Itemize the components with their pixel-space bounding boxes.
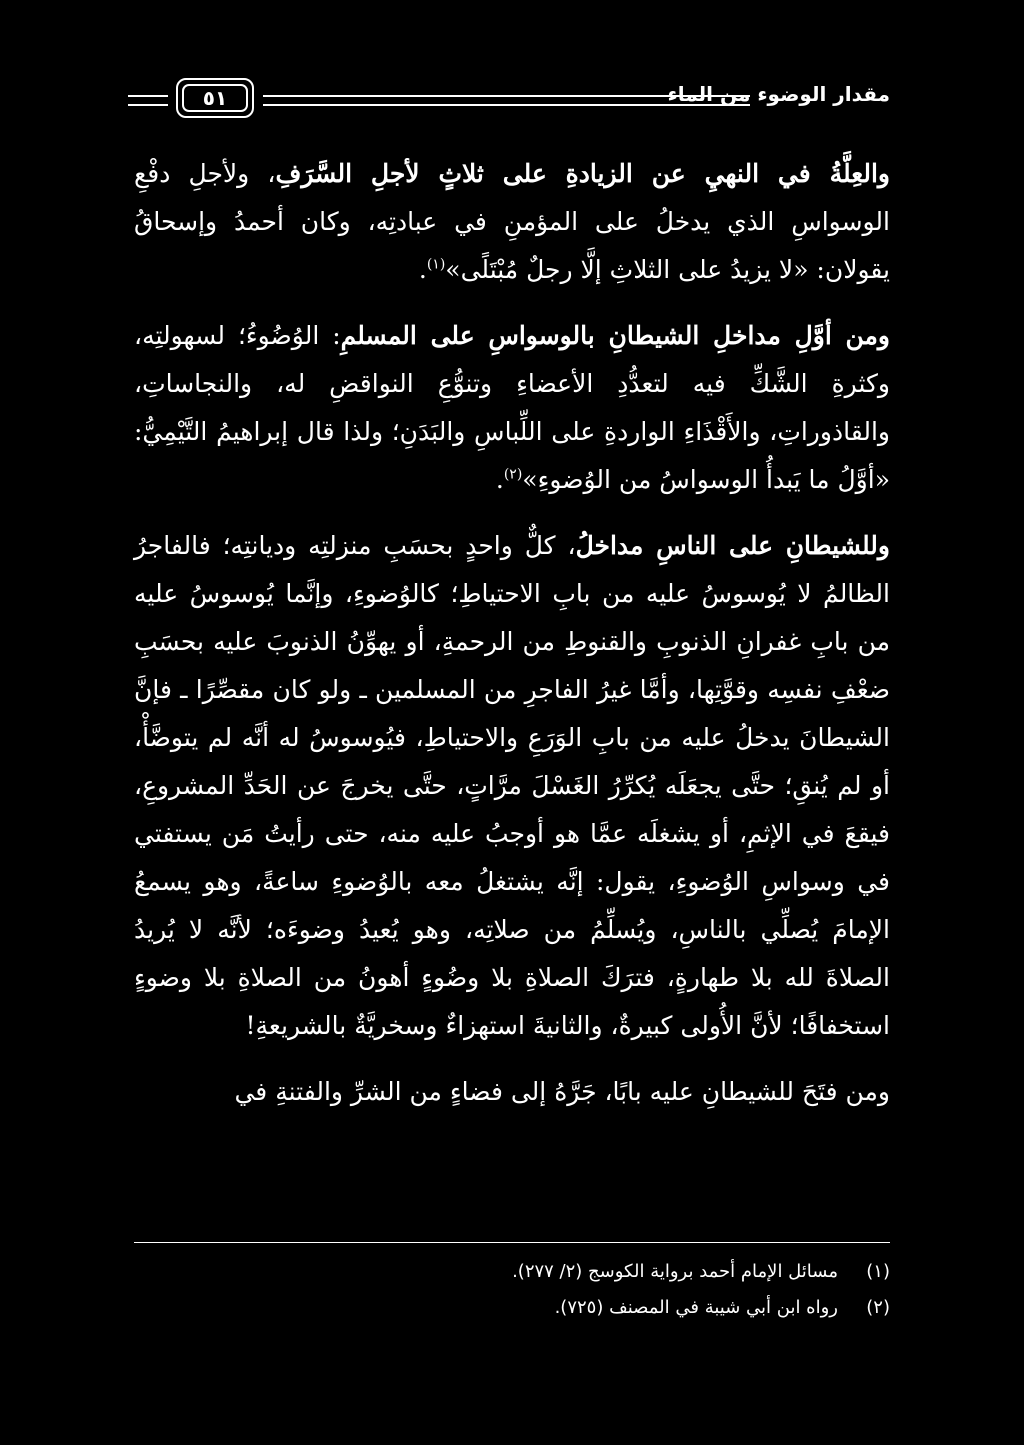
paragraph-1	[134, 150, 890, 294]
header-rule	[263, 95, 750, 106]
paragraph-lead: وللشيطانِ على الناسِ مداخلُ	[575, 531, 890, 560]
main-text	[134, 150, 890, 1116]
paragraph-text: ، ولأجلِ دفْعِ الوسواسِ الذي يدخلُ على المؤمنِ في عبادتِه، وكان أحمدُ وإسحاقُ يقولان: «لا يزيدُ على الثلاثِ إلَّا رجلٌ مُبْتَلًى»	[134, 159, 890, 284]
paragraph-2	[134, 312, 890, 504]
paragraph-text: ، كلٌّ واحدٍ بحسَبِ منزلتِه وديانتِه؛ فالفاجرُ الظالمُ لا يُوسوسُ عليه من بابِ الاحتياطِ؛ كالوُضوءِ، وإنَّما يُوسوسُ عليه من بابِ غفرانِ الذنوبِ والقنوطِ من الرحمةِ، أو يهوِّنُ الذنوبَ عليه بحسَبِ ضعْفِ نفسِه وقوَّتِها، وأمَّا غيرُ الفاجرِ من المسلمين ـ ولو كان مقصِّرًا ـ فإنَّ الشيطانَ يدخلُ عليه من بابِ الوَرَعِ والاحتياطِ، فيُوسوسُ له أنَّه لم يتوضَّأْ، أو لم يُنقِ؛ حتَّى يجعَلَه يُكرِّرُ الغَسْلَ مرَّاتٍ، حتَّى يخرجَ عن الحَدِّ المشروعِ، فيقعَ في الإثمِ، أو يشغلَه عمَّا هو أوجبُ عليه منه، حتى رأيتُ مَن يستفتي في وسواسِ الوُضوءِ، يقول: إنَّه يشتغلُ معه بالوُضوءِ ساعةً، وهو يسمعُ الإمامَ يُصلِّي بالناسِ، ويُسلِّمُ من صلاتِه، وهو يُعيدُ وضوءَه؛ لأنَّه لا يُريدُ الصلاةَ لله بلا طهارةٍ، فترَكَ الصلاةِ بلا وضُوءٍ أهونُ من الصلاةِ بلا وضوءٍ استخفافًا؛ لأنَّ الأُولى كبيرةٌ، والثانيةَ استهزاءٌ وسخريَّةٌ بالشريعةِ!	[134, 531, 890, 1040]
footnote-text: رواه ابن أبي شيبة في المصنف (٧٢٥).	[554, 1297, 838, 1318]
page-header	[128, 78, 890, 124]
footnote-number: (١)	[866, 1261, 890, 1282]
footnote-text: مسائل الإمام أحمد برواية الكوسج (٢/ ٢٧٧).	[512, 1261, 838, 1282]
footnote-1	[134, 1254, 890, 1290]
footnote-number: (٢)	[866, 1297, 890, 1318]
sentence-end: .	[418, 255, 427, 284]
paragraph-lead: والعِلَّةُ في النهيِ عن الزيادةِ على ثلاثٍ لأجلِ السَّرَفِ	[275, 159, 890, 188]
footnotes	[134, 1254, 890, 1326]
page-number: ٥١	[182, 84, 248, 112]
paragraph-lead: ومن أوَّلِ مداخلِ الشيطانِ بالوسواسِ على المسلمِ	[340, 321, 890, 350]
paragraph-text: ومن فتَحَ للشيطانِ عليه بابًا، جَرَّهُ إلى فضاءٍ من الشرِّ والفتنةِ في	[234, 1077, 890, 1106]
header-rule-left	[128, 95, 168, 106]
footnote-ref: (١)	[426, 256, 446, 273]
footnote-ref: (٢)	[503, 466, 523, 483]
sentence-end: .	[495, 465, 504, 494]
footnote-2	[134, 1290, 890, 1326]
page-number-frame	[176, 78, 254, 118]
footnote-separator	[134, 1242, 890, 1243]
paragraph-text: : الوُضُوءُ؛ لسهولتِه، وكثرةِ الشَّكِّ فيه لتعدُّدِ الأعضاءِ وتنوُّعِ النواقضِ له، والنجاساتِ، والقاذوراتِ، والأَقْذَاءِ الواردةِ على اللِّباسِ والبَدَنِ؛ ولذا قال إبراهيمُ التَّيْمِيُّ: «أوَّلُ ما يَبدأُ الوسواسُ من الوُضوءِ»	[134, 321, 890, 494]
paragraph-4	[134, 1068, 890, 1116]
running-title: مقدار الوضوء من الماء	[667, 82, 890, 106]
paragraph-3	[134, 522, 890, 1050]
